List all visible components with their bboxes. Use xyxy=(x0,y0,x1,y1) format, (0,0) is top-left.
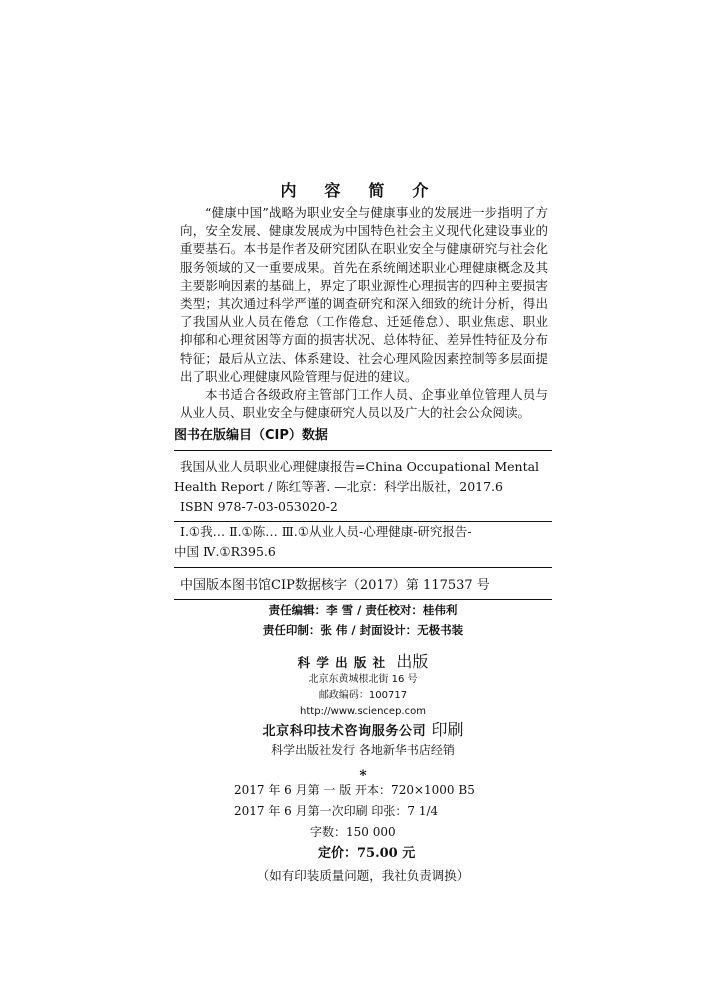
summary-paragraph-2: 本书适合各级政府主管部门工作人员、企事业单位管理人员与从业人员、职业安全与健康研究人员以及广大的社会公众阅读。 xyxy=(180,387,548,421)
publisher-logo: 科学出版社 xyxy=(297,655,392,670)
editorial-staff xyxy=(174,600,552,640)
separator-star: * xyxy=(359,768,367,784)
cip-block xyxy=(174,424,552,600)
publisher-postcode: 邮政编码：100717 xyxy=(318,690,408,701)
word-count: 字数：150 000 xyxy=(310,825,396,839)
cip-heading: 图书在版编目（CIP）数据 xyxy=(174,424,552,451)
printer-label: 印刷 xyxy=(431,720,464,739)
cip-record xyxy=(174,451,552,568)
staff-line-1: 责任编辑：李 雪 / 责任校对：桂伟利 xyxy=(268,603,458,617)
publisher-website: http://www.sciencep.com xyxy=(300,706,426,717)
cip-check-number: 中国版本图书馆CIP数据核字（2017）第 117537 号 xyxy=(174,568,552,600)
staff-line-2: 责任印制：张 伟 / 封面设计：无极书装 xyxy=(262,623,464,637)
publish-label: 出版 xyxy=(396,652,429,671)
price: 定价：75.00 元 xyxy=(318,846,416,861)
cip-title-line-2: Health Report / 陈红等著. —北京：科学出版社，2017.6 xyxy=(174,479,503,494)
publisher-address: 北京东黄城根北街 16 号 xyxy=(308,674,418,685)
quality-note: （如有印装质量问题，我社负责调换） xyxy=(256,868,470,883)
edition-line: 2017 年 6 月第 一 版 开本：720×1000 B5 xyxy=(234,783,475,797)
publisher-block xyxy=(174,652,552,786)
cip-isbn: ISBN 978-7-03-053020-2 xyxy=(180,499,338,514)
publisher-line xyxy=(174,652,552,672)
cip-classification-line-1: Ⅰ.①我… Ⅱ.①陈… Ⅲ.①从业人员-心理健康-研究报告- xyxy=(180,524,472,539)
printing-line: 2017 年 6 月第一次印刷 印张：7 1/4 xyxy=(234,804,439,818)
printer-name: 北京科印技术咨询服务公司 xyxy=(262,724,427,739)
cip-classification-line-2: 中国 Ⅳ.①R395.6 xyxy=(174,544,276,559)
distribution-line: 科学出版社发行 各地新华书店经销 xyxy=(271,743,455,757)
printer-line xyxy=(174,720,552,741)
summary-paragraph-1: “健康中国”战略为职业安全与健康事业的发展进一步指明了方向，安全发展、健康发展成为中国特色社会主义现代化建设事业的重要基石。本书是作者及研究团队在职业安全与健康研究与社会化服务领域的又一重要成果。首先在系统阐述职业心理健康概念及其主要影响因素的基础上，界定了职业源性心理损害的四种主要损害类型；其次通过科学严谨的调查研究和深入细致的统计分析，得出了我国从业人员在倦怠（工作倦怠、迁延倦怠）、职业焦虑、职业抑郁和心理贫困等方面的损害状况、总体特征、差异性特征及分布特征；最后从立法、体系建设、社会心理风险因素控制等多层面提出了职业心理健康风险管理与促进的建议。 xyxy=(180,205,548,384)
book-specs xyxy=(200,780,500,864)
summary-title: 内 容 简 介 xyxy=(280,181,440,200)
summary-body xyxy=(180,204,548,422)
cip-title-line-1: 我国从业人员职业心理健康报告=China Occupational Mental xyxy=(180,459,540,474)
